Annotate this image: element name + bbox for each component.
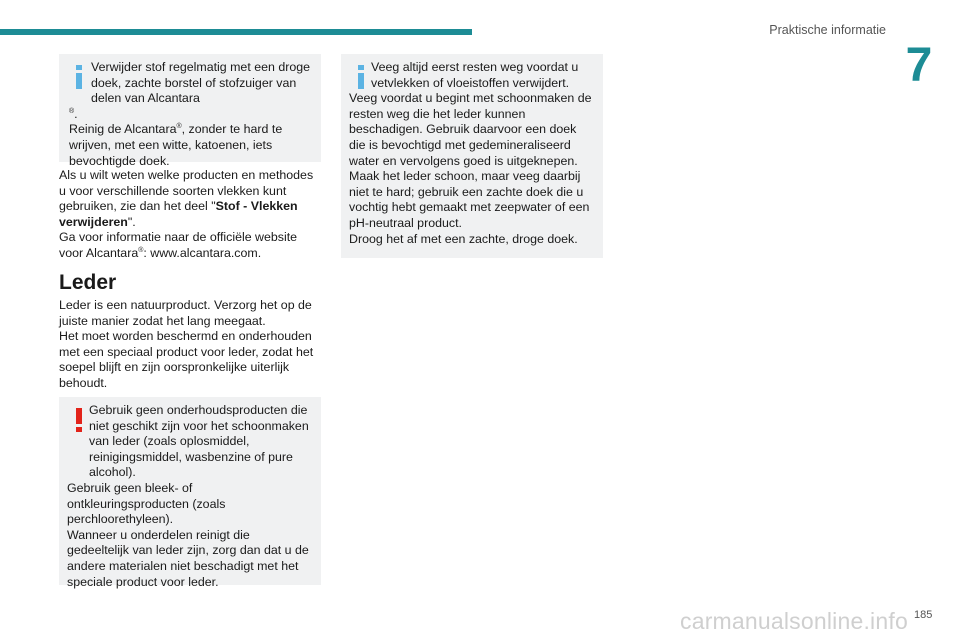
leder-text	[59, 298, 321, 392]
website-reference: Ga voor informatie naar de officiële website voor Alcantara®: www.alcantara.com.	[59, 230, 298, 260]
info-box-leder	[341, 54, 603, 258]
info-box-1-paragraph-2: Reinig de Alcantara®, zonder te hard te wrijven, met een witte, katoenen, iets bevochtigde doek.	[69, 122, 283, 168]
alcantara-text	[59, 168, 321, 262]
info-box-2-paragraph-3: Maak het leder schoon, maar veeg daarbij niet te hard; gebruik een zachte doek die u vochtig hebt gemaakt met zeepwater of een pH-neutraal product.	[349, 169, 590, 230]
stain-section-link: Stof - Vlekken verwijderen	[59, 199, 298, 229]
leder-heading: Leder	[59, 271, 117, 294]
watermark: carmanualsonline.info	[680, 608, 908, 634]
info-box-2-paragraph-2: Veeg voordat u begint met schoonmaken de resten weg die het leder kunnen beschadigen. Gebruik daarvoor een doek die is bevochtigd met gedemineraliseerd water en vervolgens goed is uitgeknepen.	[349, 91, 592, 168]
info-icon	[71, 64, 87, 90]
leder-paragraph-1: Leder is een natuurproduct. Verzorg het op de juiste manier zodat het lang meegaat.	[59, 298, 312, 328]
warning-icon	[71, 407, 87, 433]
info-box-2-paragraph-4: Droog het af met een zachte, droge doek.	[349, 231, 578, 246]
section-title: Praktische informatie	[769, 23, 886, 37]
info-box-alcantara	[59, 54, 321, 168]
warning-paragraph-1: Gebruik geen onderhoudsproducten die niet geschikt zijn voor het schoonmaken van leder (zoals oplosmiddel, reinigingsmiddel, wasbenzine of pure alcohol).	[89, 403, 309, 480]
warning-box-leder	[59, 397, 321, 589]
info-icon	[353, 64, 369, 90]
warning-paragraph-3: Wanneer u onderdelen reinigt die gedeeltelijk van leder zijn, zorg dan dat u de andere materialen niet beschadigt met het speciale product voor leder.	[67, 527, 309, 589]
info-box-2-paragraph-1: Veeg altijd eerst resten weg voordat u vetvlekken of vloeistoffen verwijdert.	[371, 60, 579, 90]
info-box-1-paragraph-1: Verwijder stof regelmatig met een droge doek, zachte borstel of stofzuiger van delen van Alcantara ®.	[69, 60, 311, 121]
warning-paragraph-2: Gebruik geen bleek- of ontkleuringsproducten (zoals perchloorethyleen).	[67, 480, 226, 527]
stain-reference: Als u wilt weten welke producten en methodes u voor verschillende soorten vlekken kunt gebruiken, zie dan het deel "Stof - Vlekken verwijderen".	[59, 168, 314, 229]
page-number: 185	[914, 609, 933, 621]
chapter-number: 7	[905, 39, 933, 92]
leder-paragraph-2: Het moet worden beschermd en onderhouden met een speciaal product voor leder, zodat het soepel blijft en zijn oorspronkelijke uiterlijk behoudt.	[59, 329, 314, 390]
header-accent-bar	[0, 29, 472, 35]
